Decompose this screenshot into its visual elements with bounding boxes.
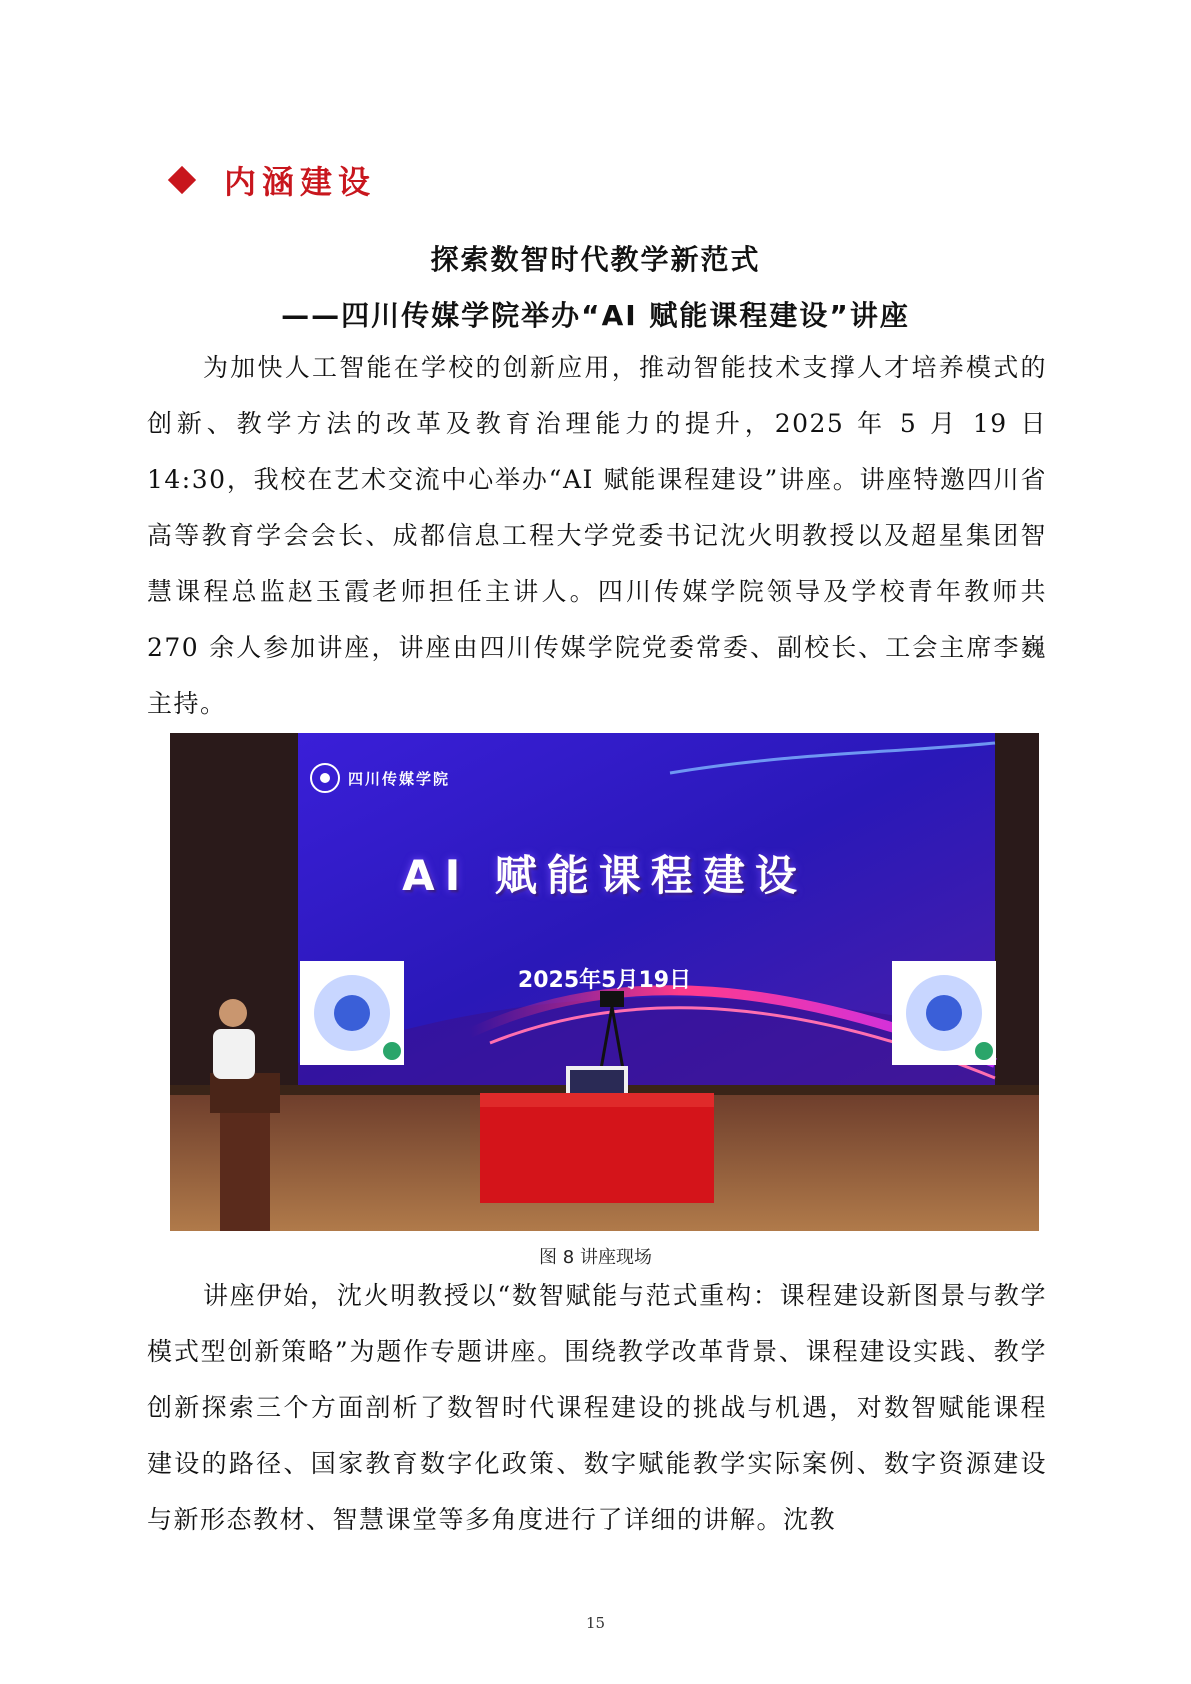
article-subtitle: ——四川传媒学院举办“AI 赋能课程建设”讲座 bbox=[281, 299, 910, 332]
paragraph-lecture: 讲座伊始，沈火明教授以“数智赋能与范式重构：课程建设新图景与教学模式型创新策略”为题作专题讲座。围绕教学改革背景、课程建设实践、教学创新探索三个方面剖析了数智时代课程建设的挑战与机遇，对数智赋能课程建设的路径、国家教育数字化政策、数字赋能教学实际案例、数字资源建设与新形态教材、智慧课堂等多角度进行了详细的讲解。沈教 bbox=[147, 1281, 1047, 1534]
screen-logo-text: 四川传媒学院 bbox=[348, 769, 451, 788]
screen-title: AI 赋能课程建设 bbox=[402, 851, 807, 900]
lecture-photo bbox=[170, 733, 1039, 1231]
section-title: 内涵建设 bbox=[224, 163, 377, 201]
diamond-icon bbox=[168, 166, 196, 194]
university-seal-icon bbox=[310, 763, 340, 793]
section-header bbox=[168, 150, 376, 210]
figure-caption: 图 8 讲座现场 bbox=[539, 1247, 652, 1268]
screen-logo bbox=[310, 763, 450, 793]
article-title: 探索数智时代教学新范式 bbox=[430, 243, 761, 276]
screen-date: 2025年5月19日 bbox=[517, 968, 692, 993]
page-number: 15 bbox=[585, 1614, 606, 1632]
paragraph-intro: 为加快人工智能在学校的创新应用，推动智能技术支撑人才培养模式的创新、教学方法的改革及教育治理能力的提升，2025 年 5 月 19 日14:30，我校在艺术交流中心举办“AI 赋能课程建设”讲座。讲座特邀四川省高等教育学会会长、成都信息工程大学党委书记沈火明教授以及超星集团智慧课程总监赵玉霞老师担任主讲人。四川传媒学院领导及学校青年教师共 270 余人参加讲座，讲座由四川传媒学院党委常委、副校长、工会主席李巍主持。 bbox=[147, 353, 1047, 718]
lectern bbox=[210, 1073, 280, 1231]
